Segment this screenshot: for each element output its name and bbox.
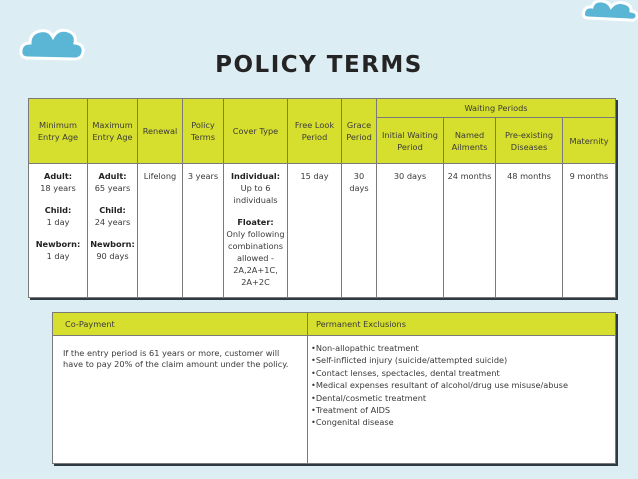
exclusion-item: • Self-inflicted injury (suicide/attempted suicide) xyxy=(311,354,615,366)
min-newborn-label: Newborn: xyxy=(35,239,81,249)
exclusions-list xyxy=(311,342,615,429)
copayment-header: Co-Payment xyxy=(53,313,308,336)
cell-maternity: 9 months xyxy=(563,164,616,298)
min-child-label: Child: xyxy=(44,205,72,215)
exclusions-header: Permanent Exclusions xyxy=(308,313,616,336)
exclusion-item: • Treatment of AIDS xyxy=(311,404,615,416)
exclusion-item: • Contact lenses, spectacles, dental treatment xyxy=(311,367,615,379)
header-maternity: Maternity xyxy=(563,118,616,164)
header-grace-period: Grace Period xyxy=(342,99,377,164)
min-newborn-value: 1 day xyxy=(46,251,70,261)
policy-terms-table xyxy=(28,98,616,298)
header-pre-existing: Pre-existing Diseases xyxy=(496,118,563,164)
cell-renewal: Lifelong xyxy=(138,164,183,298)
header-named-ailments: Named Ailments xyxy=(444,118,496,164)
exclusion-item: • Dental/cosmetic treatment xyxy=(311,392,615,404)
header-policy-terms: Policy Terms xyxy=(183,99,224,164)
cell-cover-type xyxy=(224,164,288,298)
cloud-icon xyxy=(582,0,638,24)
cell-pre-existing: 48 months xyxy=(496,164,563,298)
header-renewal: Renewal xyxy=(138,99,183,164)
max-adult-value: 65 years xyxy=(94,183,131,193)
header-cover-type: Cover Type xyxy=(224,99,288,164)
cell-min-entry-age xyxy=(29,164,88,298)
header-min-entry-age: Minimum Entry Age xyxy=(29,99,88,164)
min-child-value: 1 day xyxy=(46,217,70,227)
cell-free-look: 15 day xyxy=(288,164,342,298)
cover-individual-label: Individual: xyxy=(231,171,280,181)
cover-individual-value: Up to 6 individuals xyxy=(233,183,278,205)
header-max-entry-age: Maximum Entry Age xyxy=(88,99,138,164)
header-free-look: Free Look Period xyxy=(288,99,342,164)
max-newborn-value: 90 days xyxy=(96,251,129,261)
copayment-text: If the entry period is 61 years or more, customer will have to pay 20% of the claim amount under the policy. xyxy=(53,336,308,464)
cell-initial-waiting: 30 days xyxy=(377,164,444,298)
max-child-label: Child: xyxy=(99,205,126,215)
copay-exclusions-table xyxy=(52,312,616,464)
page-title: POLICY TERMS xyxy=(215,52,423,78)
min-adult-value: 18 years xyxy=(40,183,76,193)
exclusion-item: • Non-allopathic treatment xyxy=(311,342,615,354)
exclusion-item: • Medical expenses resultant of alcohol/drug use misuse/abuse xyxy=(311,379,615,391)
cell-named-ailments: 24 months xyxy=(444,164,496,298)
max-child-value: 24 years xyxy=(94,217,131,227)
exclusions-cell xyxy=(308,336,616,464)
max-adult-label: Adult: xyxy=(98,171,127,181)
cell-policy-terms: 3 years xyxy=(183,164,224,298)
exclusion-item: • Congenital disease xyxy=(311,416,615,428)
header-initial-waiting: Initial Waiting Period xyxy=(377,118,444,164)
min-adult-label: Adult: xyxy=(43,171,73,181)
cell-grace-period: 30 days xyxy=(342,164,377,298)
max-newborn-label: Newborn: xyxy=(90,239,135,249)
cover-floater-label: Floater: xyxy=(237,217,274,227)
header-waiting-periods: Waiting Periods xyxy=(377,99,616,118)
cover-floater-value: Only following combinations allowed - 2A,2A+1C, 2A+2C xyxy=(226,229,285,287)
cell-max-entry-age xyxy=(88,164,138,298)
